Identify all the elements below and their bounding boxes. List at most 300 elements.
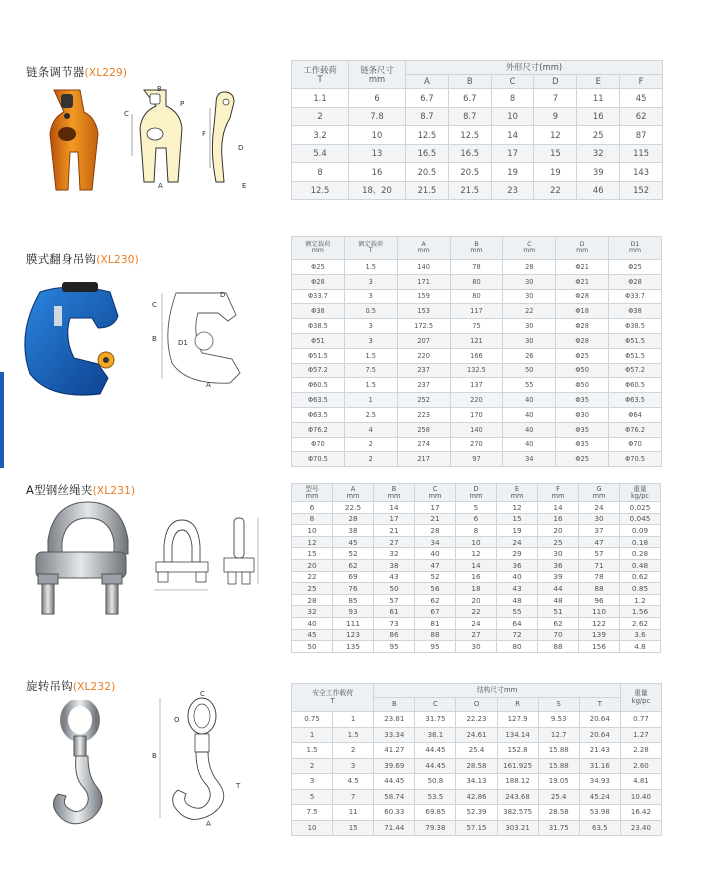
table-row bbox=[292, 407, 662, 422]
table-row bbox=[292, 144, 663, 163]
chain-shortener-front-drawing bbox=[122, 86, 188, 190]
table-cell: 159 bbox=[397, 289, 450, 304]
table-cell: 143 bbox=[620, 163, 663, 182]
table-cell: Φ60.5 bbox=[292, 378, 345, 393]
table-cell: Φ25 bbox=[609, 260, 662, 275]
header-col: O bbox=[456, 698, 497, 712]
table-cell: 2.5 bbox=[344, 407, 397, 422]
table-cell: 62 bbox=[538, 617, 579, 629]
table-cell: 73 bbox=[374, 617, 415, 629]
table-cell: 0.75 bbox=[292, 712, 333, 728]
table-row bbox=[292, 758, 662, 774]
table-cell: 40 bbox=[292, 617, 333, 629]
table-cell: Φ63.5 bbox=[292, 407, 345, 422]
table-cell: 30 bbox=[538, 548, 579, 560]
table-cell: 44 bbox=[538, 583, 579, 595]
table-cell: 152.8 bbox=[497, 743, 538, 759]
table-cell: 45.24 bbox=[579, 789, 620, 805]
table-cell: 3 bbox=[333, 758, 374, 774]
header-working-load: 工作载荷 T bbox=[292, 61, 349, 89]
table-cell: 12 bbox=[292, 536, 333, 548]
table-cell: Φ33.7 bbox=[609, 289, 662, 304]
table-cell: 69 bbox=[333, 571, 374, 583]
header-col: A mm bbox=[397, 237, 450, 260]
swivel-hook-drawing bbox=[150, 688, 254, 828]
table-cell: 34 bbox=[415, 536, 456, 548]
table-cell: 63.5 bbox=[579, 820, 620, 836]
table-cell: Φ25 bbox=[556, 348, 609, 363]
table-cell: 36 bbox=[538, 559, 579, 571]
table-cell: 21.5 bbox=[406, 181, 449, 200]
table-cell: 111 bbox=[333, 617, 374, 629]
table-cell: 34 bbox=[503, 452, 556, 467]
table-cell: 19.05 bbox=[538, 774, 579, 790]
table-cell: 14 bbox=[374, 502, 415, 514]
table-cell: 38 bbox=[374, 559, 415, 571]
table-row bbox=[292, 789, 662, 805]
table-cell: 17 bbox=[374, 513, 415, 525]
drawing-label-b: B bbox=[152, 752, 157, 760]
table-cell: 8 bbox=[292, 163, 349, 182]
table-row bbox=[292, 422, 662, 437]
table-cell: 274 bbox=[397, 437, 450, 452]
table-cell: Φ35 bbox=[556, 393, 609, 408]
table-cell: 32 bbox=[374, 548, 415, 560]
table-cell: 22.5 bbox=[333, 502, 374, 514]
chain-shortener-side-drawing bbox=[196, 88, 254, 192]
table-cell: 6.7 bbox=[448, 89, 491, 108]
drawing-label-a: A bbox=[158, 182, 163, 190]
wire-rope-clip-front-drawing bbox=[150, 516, 212, 598]
table-cell: 44.45 bbox=[415, 758, 456, 774]
table-cell: 15.88 bbox=[538, 758, 579, 774]
table-cell: 7 bbox=[333, 789, 374, 805]
table-cell: 12.7 bbox=[538, 727, 579, 743]
table-cell: 2 bbox=[344, 452, 397, 467]
table-cell: 69.85 bbox=[415, 805, 456, 821]
table-cell: 1.2 bbox=[620, 594, 661, 606]
table-cell: 16 bbox=[577, 107, 620, 126]
table-cell: 36 bbox=[497, 559, 538, 571]
table-cell: 115 bbox=[620, 144, 663, 163]
table-row bbox=[292, 319, 662, 334]
table-cell: 56 bbox=[415, 583, 456, 595]
header-col: A bbox=[406, 75, 449, 89]
table-cell: 1.27 bbox=[620, 727, 661, 743]
table-cell: 15 bbox=[292, 548, 333, 560]
table-cell: 152 bbox=[620, 181, 663, 200]
table-cell: 18 bbox=[456, 583, 497, 595]
header-col: C bbox=[415, 698, 456, 712]
table-cell: Φ51.5 bbox=[292, 348, 345, 363]
section-title-xl231: A型钢丝绳夹(XL231) bbox=[26, 483, 136, 497]
table-cell: 20.5 bbox=[406, 163, 449, 182]
table-row bbox=[292, 363, 662, 378]
table-cell: 22.23 bbox=[456, 712, 497, 728]
header-col: T bbox=[579, 698, 620, 712]
table-cell: 24 bbox=[497, 536, 538, 548]
table-cell: 270 bbox=[450, 437, 503, 452]
table-cell: 37 bbox=[579, 525, 620, 537]
table-cell: Φ33.7 bbox=[292, 289, 345, 304]
table-cell: 8.7 bbox=[406, 107, 449, 126]
table-cell: 75 bbox=[450, 319, 503, 334]
table-cell: 40 bbox=[503, 393, 556, 408]
table-cell: 1 bbox=[333, 712, 374, 728]
table-cell: 44.45 bbox=[415, 743, 456, 759]
table-cell: 24 bbox=[579, 502, 620, 514]
table-cell: 95 bbox=[374, 641, 415, 653]
table-cell: 97 bbox=[450, 452, 503, 467]
table-cell: 38 bbox=[333, 525, 374, 537]
table-cell: 2.62 bbox=[620, 617, 661, 629]
drawing-label-t: T bbox=[236, 782, 241, 790]
table-cell: 71 bbox=[579, 559, 620, 571]
table-cell: 6 bbox=[349, 89, 406, 108]
table-cell: 15 bbox=[534, 144, 577, 163]
header-col: 额定载荷 mm bbox=[292, 237, 345, 260]
table-cell: 48 bbox=[538, 594, 579, 606]
table-cell: 14 bbox=[456, 559, 497, 571]
table-cell: 1.5 bbox=[344, 378, 397, 393]
table-cell: 34.13 bbox=[456, 774, 497, 790]
table-row bbox=[292, 181, 663, 200]
table-cell: 72 bbox=[497, 629, 538, 641]
drawing-label-b: B bbox=[152, 335, 157, 343]
header-chain-size: 链条尺寸 mm bbox=[349, 61, 406, 89]
table-cell: 44.45 bbox=[374, 774, 415, 790]
table-cell: Φ28 bbox=[609, 274, 662, 289]
table-cell: 134.14 bbox=[497, 727, 538, 743]
table-cell: Φ38.5 bbox=[609, 319, 662, 334]
table-cell: 1.5 bbox=[333, 727, 374, 743]
table-cell: 55 bbox=[497, 606, 538, 618]
table-cell: 25 bbox=[292, 583, 333, 595]
table-cell: 78 bbox=[579, 571, 620, 583]
table-cell: 10 bbox=[456, 536, 497, 548]
table-cell: 16.5 bbox=[406, 144, 449, 163]
table-cell: 30 bbox=[503, 333, 556, 348]
table-cell: 10 bbox=[292, 525, 333, 537]
table-cell: Φ35 bbox=[556, 437, 609, 452]
table-cell: 5 bbox=[456, 502, 497, 514]
table-row bbox=[292, 774, 662, 790]
table-cell: Φ25 bbox=[556, 452, 609, 467]
table-cell: 3 bbox=[292, 774, 333, 790]
table-cell: 220 bbox=[450, 393, 503, 408]
table-cell: 43 bbox=[497, 583, 538, 595]
drawing-label-c: C bbox=[152, 301, 157, 309]
table-cell: Φ21 bbox=[556, 260, 609, 275]
table-cell: 0.09 bbox=[620, 525, 661, 537]
table-row bbox=[292, 437, 662, 452]
table-cell: 80 bbox=[450, 274, 503, 289]
table-cell: 15.88 bbox=[538, 743, 579, 759]
table-cell: 2 bbox=[292, 758, 333, 774]
table-cell: 41.27 bbox=[374, 743, 415, 759]
table-cell: 23.40 bbox=[620, 820, 661, 836]
table-cell: 19 bbox=[534, 163, 577, 182]
table-cell: 20.64 bbox=[579, 727, 620, 743]
table-cell: Φ60.5 bbox=[609, 378, 662, 393]
table-row bbox=[292, 548, 661, 560]
table-cell: 23 bbox=[491, 181, 534, 200]
table-cell: 2 bbox=[292, 107, 349, 126]
table-cell: 31.16 bbox=[579, 758, 620, 774]
table-row bbox=[292, 260, 662, 275]
table-cell: Φ30 bbox=[556, 407, 609, 422]
header-col: G mm bbox=[579, 484, 620, 502]
table-cell: Φ51.5 bbox=[609, 348, 662, 363]
plate-lifting-clamp-drawing bbox=[148, 283, 258, 389]
table-cell: 0.045 bbox=[620, 513, 661, 525]
table-cell: 1.5 bbox=[344, 260, 397, 275]
section-title-xl229: 链条调节器(XL229) bbox=[26, 65, 128, 79]
table-cell: 5.4 bbox=[292, 144, 349, 163]
table-cell: 0.85 bbox=[620, 583, 661, 595]
table-row bbox=[292, 452, 662, 467]
table-cell: 1.56 bbox=[620, 606, 661, 618]
table-cell: 14 bbox=[538, 502, 579, 514]
table-cell: 123 bbox=[333, 629, 374, 641]
table-cell: Φ28 bbox=[556, 319, 609, 334]
wire-rope-clip-photo bbox=[26, 500, 136, 618]
table-cell: 237 bbox=[397, 378, 450, 393]
table-cell: 132.5 bbox=[450, 363, 503, 378]
table-cell: 40 bbox=[503, 422, 556, 437]
table-cell: 8 bbox=[292, 513, 333, 525]
table-cell: 25 bbox=[538, 536, 579, 548]
table-cell: 161.925 bbox=[497, 758, 538, 774]
table-cell: 16.5 bbox=[448, 144, 491, 163]
header-col: R bbox=[497, 698, 538, 712]
table-cell: 88 bbox=[415, 629, 456, 641]
table-cell: 0.28 bbox=[620, 548, 661, 560]
table-row bbox=[292, 348, 662, 363]
table-cell: 20.64 bbox=[579, 712, 620, 728]
table-cell: 17 bbox=[415, 502, 456, 514]
table-cell: 25.4 bbox=[538, 789, 579, 805]
table-cell: 1.5 bbox=[292, 743, 333, 759]
spec-table-xl231 bbox=[291, 483, 661, 653]
table-row bbox=[292, 513, 661, 525]
table-cell: 140 bbox=[397, 260, 450, 275]
header-col: D mm bbox=[456, 484, 497, 502]
table-cell: 2.28 bbox=[620, 743, 661, 759]
table-row bbox=[292, 712, 662, 728]
table-cell: 85 bbox=[333, 594, 374, 606]
table-cell: 4.81 bbox=[620, 774, 661, 790]
table-cell: 42.86 bbox=[456, 789, 497, 805]
header-col: D mm bbox=[556, 237, 609, 260]
table-cell: 57 bbox=[374, 594, 415, 606]
table-cell: 28 bbox=[333, 513, 374, 525]
table-cell: 12.5 bbox=[406, 126, 449, 145]
table-cell: 28 bbox=[415, 525, 456, 537]
table-cell: 1 bbox=[344, 393, 397, 408]
table-cell: 43 bbox=[374, 571, 415, 583]
header-col: C mm bbox=[503, 237, 556, 260]
header-col: 额定载荷 T bbox=[344, 237, 397, 260]
table-cell: 7.8 bbox=[349, 107, 406, 126]
table-cell: 137 bbox=[450, 378, 503, 393]
table-cell: 16.42 bbox=[620, 805, 661, 821]
table-cell: 6 bbox=[456, 513, 497, 525]
table-cell: 140 bbox=[450, 422, 503, 437]
table-cell: Φ57.2 bbox=[292, 363, 345, 378]
table-cell: 166 bbox=[450, 348, 503, 363]
table-cell: 39.69 bbox=[374, 758, 415, 774]
table-cell: 46 bbox=[577, 181, 620, 200]
table-cell: 8 bbox=[456, 525, 497, 537]
table-cell: 19 bbox=[497, 525, 538, 537]
table-cell: 23.81 bbox=[374, 712, 415, 728]
table-row bbox=[292, 378, 662, 393]
table-cell: 223 bbox=[397, 407, 450, 422]
table-cell: 10.40 bbox=[620, 789, 661, 805]
table-cell: 6 bbox=[292, 502, 333, 514]
header-col: B bbox=[374, 698, 415, 712]
table-row bbox=[292, 536, 661, 548]
table-cell: 70 bbox=[538, 629, 579, 641]
drawing-label-a: A bbox=[206, 820, 211, 828]
header-col: B mm bbox=[374, 484, 415, 502]
drawing-label-o: O bbox=[174, 716, 180, 724]
table-cell: 67 bbox=[415, 606, 456, 618]
header-col: C bbox=[491, 75, 534, 89]
table-cell: 24 bbox=[456, 617, 497, 629]
table-cell: 40 bbox=[503, 407, 556, 422]
table-cell: 25 bbox=[577, 126, 620, 145]
table-cell: 8.7 bbox=[448, 107, 491, 126]
drawing-label-d: D bbox=[238, 144, 244, 152]
table-cell: 172.5 bbox=[397, 319, 450, 334]
table-cell: 38.1 bbox=[415, 727, 456, 743]
table-cell: 0.62 bbox=[620, 571, 661, 583]
table-cell: 9.53 bbox=[538, 712, 579, 728]
table-row bbox=[292, 641, 661, 653]
table-row bbox=[292, 304, 662, 319]
table-cell: 30 bbox=[456, 641, 497, 653]
section-title-xl230: 膜式翻身吊钩(XL230) bbox=[26, 252, 139, 266]
table-cell: 0.025 bbox=[620, 502, 661, 514]
table-row bbox=[292, 606, 661, 618]
table-cell: 53.5 bbox=[415, 789, 456, 805]
table-cell: 2 bbox=[344, 437, 397, 452]
table-cell: 53.98 bbox=[579, 805, 620, 821]
table-cell: 7 bbox=[534, 89, 577, 108]
table-cell: Φ70 bbox=[292, 437, 345, 452]
table-cell: 29 bbox=[497, 548, 538, 560]
table-cell: 382.575 bbox=[497, 805, 538, 821]
table-cell: Φ50 bbox=[556, 378, 609, 393]
table-cell: 47 bbox=[415, 559, 456, 571]
table-cell: 12.5 bbox=[448, 126, 491, 145]
spec-table-xl229 bbox=[291, 60, 663, 200]
table-cell: 25.4 bbox=[456, 743, 497, 759]
table-cell: 48 bbox=[497, 594, 538, 606]
table-cell: 243.68 bbox=[497, 789, 538, 805]
table-cell: Φ76.2 bbox=[292, 422, 345, 437]
table-cell: 156 bbox=[579, 641, 620, 653]
table-cell: 81 bbox=[415, 617, 456, 629]
table-cell: 50 bbox=[292, 641, 333, 653]
table-cell: 24.61 bbox=[456, 727, 497, 743]
table-row bbox=[292, 617, 661, 629]
table-cell: 9 bbox=[534, 107, 577, 126]
table-cell: 0.5 bbox=[344, 304, 397, 319]
table-cell: 0.48 bbox=[620, 559, 661, 571]
table-cell: 57.15 bbox=[456, 820, 497, 836]
table-cell: 78 bbox=[450, 260, 503, 275]
table-cell: 20 bbox=[292, 559, 333, 571]
table-cell: 21 bbox=[374, 525, 415, 537]
table-cell: Φ18 bbox=[556, 304, 609, 319]
table-row bbox=[292, 583, 661, 595]
table-cell: 10 bbox=[292, 820, 333, 836]
table-cell: 96 bbox=[579, 594, 620, 606]
table-cell: 55 bbox=[503, 378, 556, 393]
table-cell: 61 bbox=[374, 606, 415, 618]
table-row bbox=[292, 333, 662, 348]
table-cell: 16 bbox=[349, 163, 406, 182]
table-cell: 20 bbox=[456, 594, 497, 606]
table-cell: 22 bbox=[456, 606, 497, 618]
table-cell: 62 bbox=[333, 559, 374, 571]
table-cell: Φ70 bbox=[609, 437, 662, 452]
table-cell: Φ57.2 bbox=[609, 363, 662, 378]
table-cell: 21 bbox=[415, 513, 456, 525]
table-cell: 135 bbox=[333, 641, 374, 653]
chain-shortener-photo bbox=[34, 86, 102, 194]
table-row bbox=[292, 594, 661, 606]
table-cell: 117 bbox=[450, 304, 503, 319]
table-row bbox=[292, 393, 662, 408]
table-cell: 127.9 bbox=[497, 712, 538, 728]
table-cell: 76 bbox=[333, 583, 374, 595]
table-cell: 32 bbox=[292, 606, 333, 618]
table-cell: 2 bbox=[333, 743, 374, 759]
drawing-label-f: F bbox=[202, 130, 207, 138]
table-cell: 30 bbox=[503, 289, 556, 304]
drawing-label-p: P bbox=[180, 100, 185, 108]
drawing-label-d: D bbox=[220, 291, 226, 299]
table-cell: 18、20 bbox=[349, 181, 406, 200]
table-cell: Φ38.5 bbox=[292, 319, 345, 334]
table-cell: 40 bbox=[415, 548, 456, 560]
table-cell: 121 bbox=[450, 333, 503, 348]
table-cell: 95 bbox=[415, 641, 456, 653]
table-cell: 14 bbox=[491, 126, 534, 145]
table-row bbox=[292, 126, 663, 145]
table-cell: 22 bbox=[534, 181, 577, 200]
table-cell: 60.33 bbox=[374, 805, 415, 821]
drawing-label-a: A bbox=[206, 381, 211, 389]
table-cell: 28.58 bbox=[456, 758, 497, 774]
header-col: F mm bbox=[538, 484, 579, 502]
table-cell: 57 bbox=[579, 548, 620, 560]
table-cell: 12.5 bbox=[292, 181, 349, 200]
table-cell: 45 bbox=[620, 89, 663, 108]
table-cell: 2.60 bbox=[620, 758, 661, 774]
table-cell: 171 bbox=[397, 274, 450, 289]
table-cell: 47 bbox=[579, 536, 620, 548]
table-cell: 13 bbox=[349, 144, 406, 163]
table-cell: 5 bbox=[292, 789, 333, 805]
table-cell: 15 bbox=[333, 820, 374, 836]
table-cell: 16 bbox=[456, 571, 497, 583]
table-cell: 1.1 bbox=[292, 89, 349, 108]
